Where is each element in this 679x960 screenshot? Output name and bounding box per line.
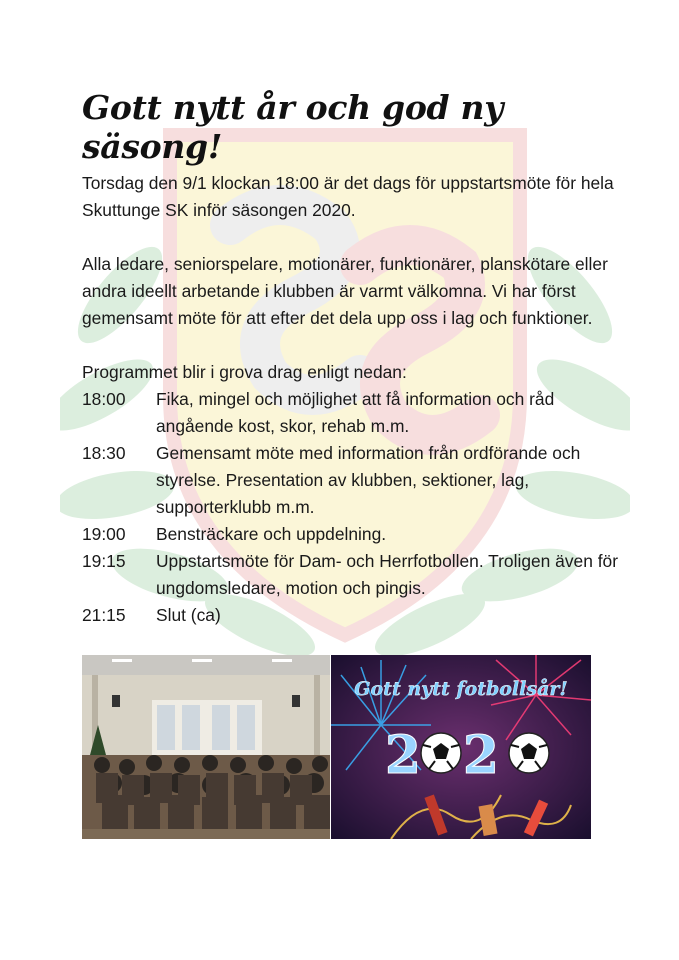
invite-paragraph: Alla ledare, seniorspelare, motionärer, funktionärer, planskötare eller andra ideellt arbetande i klubben är varmt välkomna. Vi har först gemensamt möte för att efter det dela upp oss i lag och funktioner.	[82, 254, 608, 328]
schedule-row	[82, 521, 622, 548]
schedule-time: 18:30	[82, 443, 126, 463]
schedule-row	[82, 548, 622, 602]
schedule-text: Uppstartsmöte för Dam- och Herrfotbollen. Troligen även för ungdomsledare, motion och pingis.	[156, 551, 619, 598]
schedule-time: 18:00	[82, 389, 126, 409]
schedule-row	[82, 440, 622, 521]
schedule-row	[82, 602, 622, 629]
banner-year-digit: 2	[384, 725, 422, 786]
program-heading: Programmet blir i grova drag enligt nedan:	[82, 362, 407, 382]
new-year-banner	[331, 655, 591, 839]
schedule-time: 19:00	[82, 524, 126, 544]
document-body	[82, 88, 622, 629]
football-icon	[421, 733, 461, 773]
schedule-time: 19:15	[82, 551, 126, 571]
schedule-text: Fika, mingel och möjlighet att få information och råd angående kost, skor, rehab m.m.	[156, 389, 555, 436]
schedule-time: 21:15	[82, 605, 126, 625]
schedule-text: Gemensamt möte med information från ordförande och styrelse. Presentation av klubben, sektioner, lag, supporterklubb m.m.	[156, 443, 581, 517]
page-title: Gott nytt år och god ny säsong!	[82, 88, 504, 166]
schedule-text: Bensträckare och uppdelning.	[156, 524, 387, 544]
banner-year-digit: 2	[462, 725, 500, 786]
banner-greeting: Gott nytt fotbollsår!	[354, 678, 568, 700]
meeting-photo	[82, 655, 330, 839]
schedule-text: Slut (ca)	[156, 605, 221, 625]
football-icon	[509, 733, 549, 773]
schedule-row	[82, 386, 622, 440]
program-schedule	[82, 386, 622, 629]
intro-paragraph: Torsdag den 9/1 klockan 18:00 är det dags för uppstartsmöte för hela Skuttunge SK inför säsongen 2020.	[82, 173, 614, 220]
